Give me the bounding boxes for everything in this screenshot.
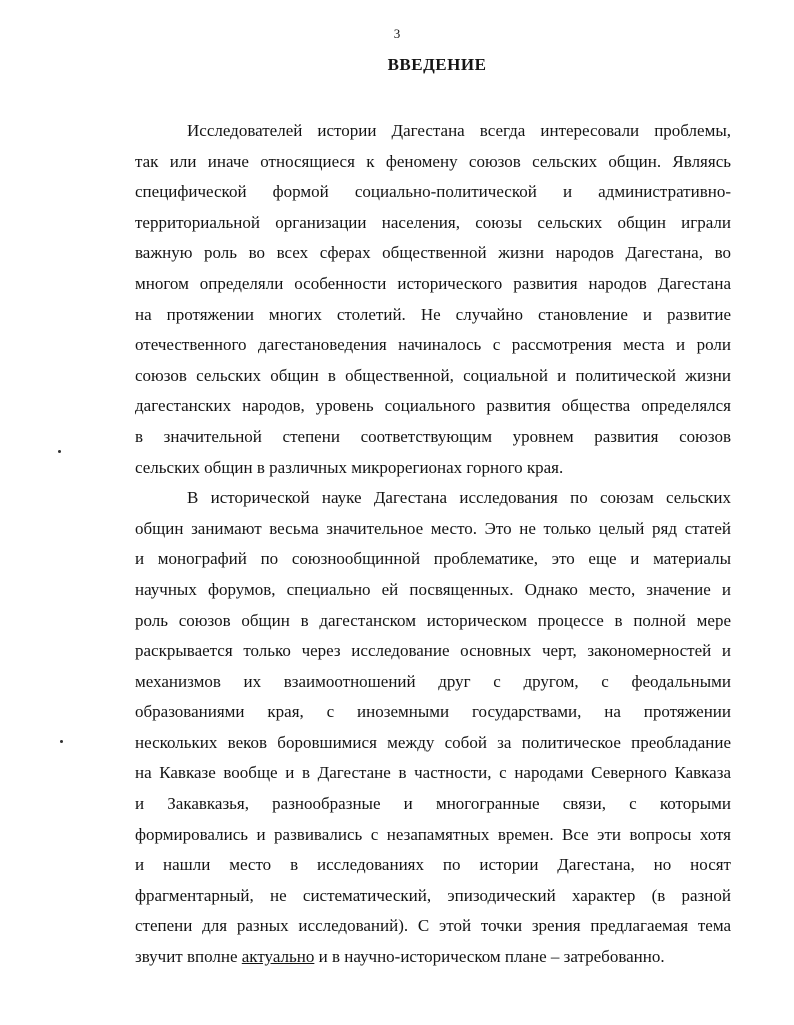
paragraph-1-line: многом определяли особенности исторического развития народов Дагестана <box>135 273 731 293</box>
paragraph-2-line: общин занимают весьма значительное место. Это не только целый ряд статей <box>135 518 731 538</box>
paragraph-1-line: союзов сельских общин в общественной, социальной и политической жизни <box>135 365 731 385</box>
paragraph-2-line: формировались и развивались с незапамятных времен. Все эти вопросы хотя <box>135 824 731 844</box>
paragraph-1-line: территориальной организации населения, союзы сельских общин играли <box>135 212 731 232</box>
body-text <box>135 116 731 973</box>
page-number: 3 <box>393 26 401 41</box>
scan-speck <box>60 740 63 743</box>
final-line-end: и в научно-историческом плане – затребованно. <box>314 947 665 967</box>
scan-speck <box>58 450 61 453</box>
paragraph-1-line: так или иначе относящиеся к феномену союзов сельских общин. Являясь <box>135 151 731 171</box>
paragraph-1-line: специфической формой социально-политической и административно- <box>135 182 731 202</box>
paragraph-1-line: Исследователей истории Дагестана всегда интересовали проблемы, <box>187 121 731 140</box>
paragraph-2-line: раскрывается только через исследование основных черт, закономерностей и <box>135 641 731 661</box>
paragraph-2-line: механизмов их взаимоотношений друг с другом, с феодальными <box>135 671 731 691</box>
paragraph-2-line: и монографий по союзнообщинной проблематике, это еще и материалы <box>135 549 731 569</box>
paragraph-2-line: научных форумов, специально ей посвященных. Однако место, значение и <box>135 579 731 599</box>
final-line-start: звучит вполне <box>135 947 242 967</box>
paragraph-2-line: степени для разных исследований). С этой точки зрения предлагаемая тема <box>135 916 731 936</box>
underlined-word: актуально <box>241 947 315 967</box>
paragraph-2-line: и Закавказья, разнообразные и многогранные связи, с которыми <box>135 794 731 814</box>
paragraph-2-line: образованиями края, с иноземными государствами, на протяжении <box>135 702 731 722</box>
paragraph-1-line: в значительной степени соответствующим уровнем развития союзов <box>135 426 731 446</box>
paragraph-2-line: фрагментарный, не систематический, эпизодический характер (в разной <box>135 885 731 905</box>
paragraph-2-line: на Кавказе вообще и в Дагестане в частности, с народами Северного Кавказа <box>135 763 731 783</box>
paragraph-2-line: В исторической науке Дагестана исследования по союзам сельских <box>187 488 731 508</box>
paragraph-1-line: сельских общин в различных микрорегионах горного края. <box>135 457 564 477</box>
paragraph-1-line: отечественного дагестановедения начиналось с рассмотрения места и роли <box>135 335 731 355</box>
paragraph-1-line: важную роль во всех сферах общественной жизни народов Дагестана, во <box>135 243 731 263</box>
paragraph-1-line: на протяжении многих столетий. Не случайно становление и развитие <box>135 304 731 324</box>
paragraph-2-line: роль союзов общин в дагестанском историческом процессе в полной мере <box>135 610 731 630</box>
paragraph-1-line: дагестанских народов, уровень социального развития общества определялся <box>135 396 731 416</box>
section-title: ВВЕДЕНИЕ <box>387 55 487 74</box>
paragraph-2-line: и нашли место в исследованиях по истории Дагестана, но носят <box>135 855 731 875</box>
paragraph-2-final-line <box>135 942 731 973</box>
paragraph-2-line: нескольких веков боровшимися между собой за политическое преобладание <box>135 732 731 752</box>
